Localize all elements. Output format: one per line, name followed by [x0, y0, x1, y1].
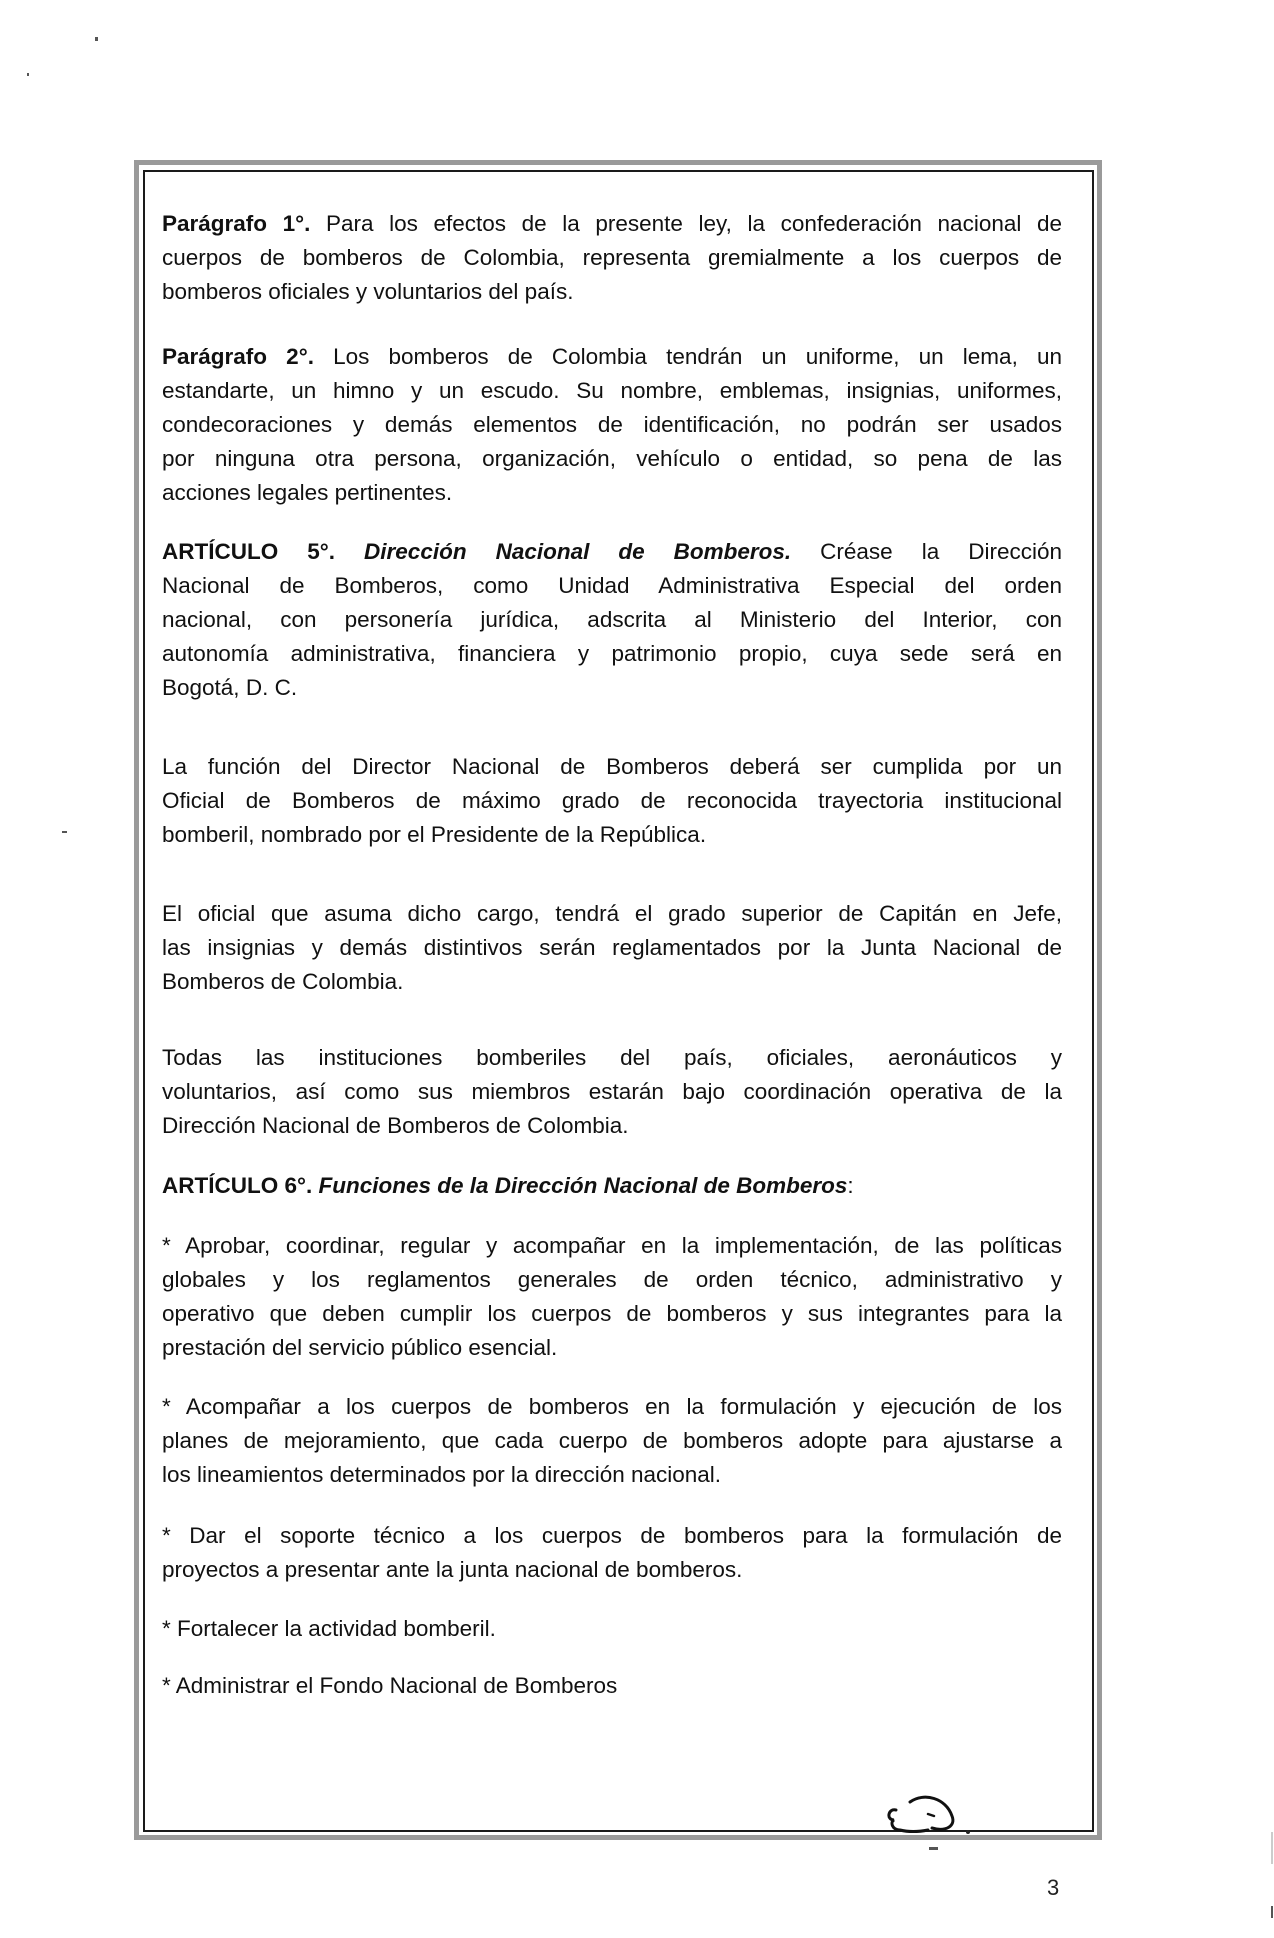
funcion-item: [162, 1390, 1062, 1492]
articulo-5-title: Dirección Nacional de Bomberos.: [364, 539, 792, 564]
text-line: acciones legales pertinentes.: [162, 480, 453, 505]
scan-speck: [62, 831, 67, 833]
paragraph-funcion-director: [162, 750, 1062, 852]
paragraph-instituciones: [162, 1041, 1062, 1143]
text-line: autonomía administrativa, financiera y patrimonio propio, cuya sede será en: [162, 641, 1062, 666]
scan-edge: [1271, 1832, 1273, 1864]
paragrafo-1: [162, 207, 1062, 309]
text-line: prestación del servicio público esencial.: [162, 1335, 558, 1360]
text-line: Todas las instituciones bomberiles del país, oficiales, aeronáuticos y: [162, 1045, 1062, 1070]
text-line: Nacional de Bomberos, como Unidad Administrativa Especial del orden: [162, 573, 1062, 598]
text-line: nacional, con personería jurídica, adscrita al Ministerio del Interior, con: [162, 607, 1062, 632]
text-line: bomberos oficiales y voluntarios del país.: [162, 279, 574, 304]
text-line: bomberil, nombrado por el Presidente de la República.: [162, 822, 707, 847]
text-line: operativo que deben cumplir los cuerpos de bomberos y sus integrantes para la: [162, 1301, 1062, 1326]
text-line: cuerpos de bomberos de Colombia, representa gremialmente a los cuerpos de: [162, 245, 1062, 270]
articulo-5: [162, 535, 1062, 705]
text-line: ARTÍCULO 5°. Dirección Nacional de Bomberos. Créase la Dirección: [162, 539, 1063, 564]
text-line: Parágrafo 2°. Los bomberos de Colombia tendrán un uniforme, un lema, un: [162, 344, 1062, 369]
text-line: por ninguna otra persona, organización, vehículo o entidad, so pena de las: [162, 446, 1062, 471]
scan-speck: [95, 37, 98, 41]
handwritten-initials: [884, 1792, 974, 1842]
text-line: proyectos a presentar ante la junta nacional de bomberos.: [162, 1557, 743, 1582]
paragrafo-1-label: Parágrafo 1°.: [162, 211, 311, 236]
funcion-item: [162, 1612, 1062, 1646]
text-line: los lineamientos determinados por la dirección nacional.: [162, 1462, 722, 1487]
funcion-item: [162, 1519, 1062, 1587]
text-line: ARTÍCULO 6°. Funciones de la Dirección Nacional de Bomberos:: [162, 1173, 854, 1198]
text-line: Bomberos de Colombia.: [162, 969, 404, 994]
text-line: Parágrafo 1°. Para los efectos de la presente ley, la confederación nacional de: [162, 211, 1062, 236]
text-line: condecoraciones y demás elementos de identificación, no podrán ser usados: [162, 412, 1062, 437]
text-line: * Acompañar a los cuerpos de bomberos en la formulación y ejecución de los: [162, 1394, 1062, 1419]
paragrafo-2-label: Parágrafo 2°.: [162, 344, 314, 369]
text-line: El oficial que asuma dicho cargo, tendrá el grado superior de Capitán en Jefe,: [162, 901, 1062, 926]
articulo-6-label: ARTÍCULO 6°.: [162, 1173, 313, 1198]
text-line: Bogotá, D. C.: [162, 675, 298, 700]
text-line: * Dar el soporte técnico a los cuerpos de bomberos para la formulación de: [162, 1523, 1062, 1548]
text-line: La función del Director Nacional de Bomberos deberá ser cumplida por un: [162, 754, 1062, 779]
funcion-item: [162, 1229, 1062, 1365]
paragraph-oficial-cargo: [162, 897, 1062, 999]
text-line: voluntarios, así como sus miembros estarán bajo coordinación operativa de la: [162, 1079, 1062, 1104]
scan-mark: [929, 1847, 938, 1850]
text-line: Oficial de Bomberos de máximo grado de reconocida trayectoria institucional: [162, 788, 1062, 813]
text-line: globales y los reglamentos generales de orden técnico, administrativo y: [162, 1267, 1062, 1292]
text-line: planes de mejoramiento, que cada cuerpo de bomberos adopte para ajustarse a: [162, 1428, 1062, 1453]
text-line: Dirección Nacional de Bomberos de Colombia.: [162, 1113, 629, 1138]
text-line: * Fortalecer la actividad bomberil.: [162, 1616, 496, 1641]
articulo-5-label: ARTÍCULO 5°.: [162, 539, 336, 564]
scan-speck: [27, 73, 29, 76]
text-line: las insignias y demás distintivos serán reglamentados por la Junta Nacional de: [162, 935, 1062, 960]
paragrafo-2: [162, 340, 1062, 510]
page-number: 3: [1047, 1875, 1060, 1900]
text-line: * Aprobar, coordinar, regular y acompañar en la implementación, de las políticas: [162, 1233, 1062, 1258]
scan-edge: [1271, 1906, 1273, 1918]
funcion-item: [162, 1669, 1062, 1703]
text-line: * Administrar el Fondo Nacional de Bomberos: [162, 1673, 618, 1698]
text-line: estandarte, un himno y un escudo. Su nombre, emblemas, insignias, uniformes,: [162, 378, 1062, 403]
articulo-6-title: Funciones de la Dirección Nacional de Bomberos: [318, 1173, 848, 1198]
articulo-6: [162, 1169, 1062, 1203]
